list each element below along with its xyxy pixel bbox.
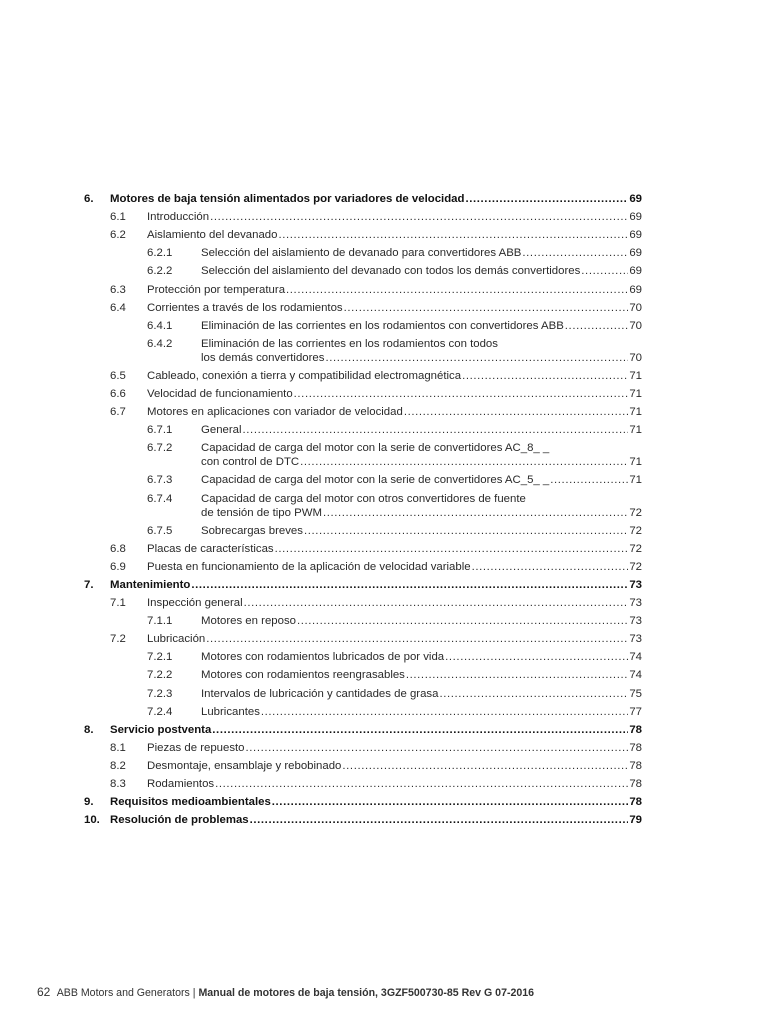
toc-entry-page: 71 bbox=[629, 456, 642, 469]
toc-entry-title: Motores con rodamientos lubricados de por vida bbox=[201, 651, 445, 664]
toc-entry-page: 78 bbox=[629, 723, 642, 736]
dot-leader bbox=[275, 542, 629, 557]
toc-entry-number: 9. bbox=[84, 796, 94, 809]
dot-leader bbox=[215, 777, 628, 792]
dot-leader bbox=[404, 405, 629, 420]
toc-entry-number: 6.1 bbox=[110, 211, 126, 224]
toc-entry-page: 72 bbox=[629, 560, 642, 573]
toc-entry-number: 6.7.1 bbox=[147, 424, 173, 437]
toc-entry-number: 7. bbox=[84, 578, 94, 591]
toc-entry-number: 6.2.2 bbox=[147, 265, 173, 278]
toc-entry-number: 7.2.1 bbox=[147, 651, 173, 664]
toc-entry-page: 70 bbox=[629, 351, 642, 364]
toc-entry-number: 6.4.2 bbox=[147, 337, 173, 350]
dot-leader bbox=[272, 795, 629, 810]
toc-entry-number: 7.2 bbox=[110, 633, 126, 646]
toc-entry-page: 71 bbox=[629, 474, 642, 487]
dot-leader bbox=[297, 614, 628, 629]
toc-entry-title: Selección del aislamiento del devanado con todos los demás convertidores bbox=[201, 265, 581, 278]
toc-entry-page: 72 bbox=[629, 506, 642, 519]
toc-entry-title: Servicio postventa bbox=[110, 723, 212, 736]
toc-entry-title-continuation: con control de DTC bbox=[201, 456, 300, 469]
toc-entry-page: 78 bbox=[629, 778, 642, 790]
toc-entry-page: 75 bbox=[629, 687, 642, 700]
toc-entry-title-continuation: los demás convertidores bbox=[201, 351, 325, 364]
toc-entry-title: Motores en reposo bbox=[201, 615, 296, 628]
toc-entry-title: Mantenimiento bbox=[110, 578, 191, 591]
toc-entry-page: 74 bbox=[629, 651, 642, 664]
toc-entry-title: Protección por temperatura bbox=[147, 283, 286, 296]
dot-leader bbox=[344, 301, 629, 316]
dot-leader bbox=[439, 687, 628, 702]
dot-leader bbox=[304, 524, 628, 539]
toc-entry-page: 69 bbox=[629, 247, 642, 260]
dot-leader bbox=[278, 228, 628, 243]
toc-entry-title: Intervalos de lubricación y cantidades de grasa bbox=[201, 687, 439, 700]
page-footer bbox=[37, 985, 534, 999]
dot-leader bbox=[191, 578, 628, 593]
dot-leader bbox=[261, 705, 628, 720]
toc-entry-number: 8.1 bbox=[110, 741, 126, 754]
toc-entry-title: Velocidad de funcionamiento bbox=[147, 388, 293, 400]
dot-leader bbox=[246, 741, 629, 756]
toc-entry-number: 7.1.1 bbox=[147, 615, 173, 628]
toc-entry-page: 70 bbox=[629, 301, 642, 314]
toc-entry-title: Sobrecargas breves bbox=[201, 524, 303, 537]
toc-entry-page: 73 bbox=[629, 597, 642, 609]
toc-entry-number: 6. bbox=[84, 193, 94, 205]
toc-entry-number: 6.6 bbox=[110, 388, 126, 400]
toc-entry-number: 7.2.2 bbox=[147, 669, 173, 682]
toc-entry-title: Placas de características bbox=[147, 542, 274, 555]
dot-leader bbox=[300, 455, 628, 470]
footer-manual-title: Manual de motores de baja tensión, 3GZF500730-85 Rev G 07-2016 bbox=[198, 987, 535, 999]
toc-entry-page: 79 bbox=[629, 814, 642, 827]
toc-entry-title: Eliminación de las corrientes en los rodamientos con convertidores ABB bbox=[201, 319, 564, 332]
toc-entry-number: 8.3 bbox=[110, 778, 126, 790]
dot-leader bbox=[550, 473, 628, 488]
toc-entry-title: Desmontaje, ensamblaje y rebobinado bbox=[147, 759, 342, 772]
toc-entry-title: Aislamiento del devanado bbox=[147, 229, 278, 242]
toc-entry-title: Inspección general bbox=[147, 597, 243, 609]
toc-entry-number: 8.2 bbox=[110, 759, 126, 772]
toc-entry-title: Eliminación de las corrientes en los rodamientos con todos bbox=[201, 337, 498, 350]
footer-company: ABB Motors and Generators | bbox=[56, 987, 196, 999]
toc-entry-title: Capacidad de carga del motor con la serie de convertidores AC_5_ _ bbox=[201, 474, 550, 487]
toc-entry-title-continuation: de tensión de tipo PWM bbox=[201, 506, 322, 519]
toc-entry-page: 69 bbox=[629, 265, 642, 278]
toc-entry-page: 71 bbox=[629, 406, 642, 419]
toc-entry-page: 72 bbox=[629, 542, 642, 555]
toc-entry-page: 73 bbox=[629, 578, 642, 591]
toc-entry-page: 73 bbox=[629, 615, 642, 628]
toc-entry-number: 6.4.1 bbox=[147, 319, 173, 332]
dot-leader bbox=[445, 650, 628, 665]
toc-entry-number: 6.5 bbox=[110, 369, 126, 382]
toc-entry-number: 7.2.3 bbox=[147, 687, 173, 700]
dot-leader bbox=[522, 246, 628, 261]
toc-entry-page: 72 bbox=[629, 524, 642, 537]
toc-entry-number: 6.7.2 bbox=[147, 442, 173, 455]
dot-leader bbox=[462, 369, 628, 384]
dot-leader bbox=[294, 387, 629, 402]
toc-entry-title: Selección del aislamiento de devanado para convertidores ABB bbox=[201, 247, 522, 260]
toc-entry-title: Motores en aplicaciones con variador de velocidad bbox=[147, 406, 403, 419]
toc-entry-title: Requisitos medioambientales bbox=[110, 796, 271, 809]
dot-leader bbox=[465, 192, 628, 207]
toc-entry-title: General bbox=[201, 424, 242, 437]
toc-entry-page: 78 bbox=[629, 759, 642, 772]
dot-leader bbox=[472, 560, 629, 575]
toc-entry-page: 69 bbox=[629, 283, 642, 296]
toc-entry-page: 77 bbox=[629, 705, 642, 718]
dot-leader bbox=[406, 668, 628, 683]
toc-entry-title: Lubricantes bbox=[201, 705, 260, 718]
toc-entry-title: Resolución de problemas bbox=[110, 814, 249, 827]
dot-leader bbox=[243, 423, 629, 438]
dot-leader bbox=[250, 813, 629, 828]
toc-entry-page: 71 bbox=[629, 369, 642, 382]
dot-leader bbox=[244, 596, 629, 611]
toc-entry-number: 6.7 bbox=[110, 406, 126, 419]
toc-entry-page: 70 bbox=[629, 319, 642, 332]
toc-entry-title: Capacidad de carga del motor con otros convertidores de fuente bbox=[201, 492, 526, 505]
toc-entry-number: 6.2.1 bbox=[147, 247, 173, 260]
toc-entry-page: 69 bbox=[629, 229, 642, 242]
dot-leader bbox=[286, 283, 628, 298]
toc-entry-title: Rodamientos bbox=[147, 778, 215, 790]
dot-leader bbox=[210, 210, 628, 225]
toc-entry-title: Motores de baja tensión alimentados por variadores de velocidad bbox=[110, 193, 465, 205]
toc-entry-number: 8. bbox=[84, 723, 94, 736]
toc-entry-page: 69 bbox=[629, 193, 642, 205]
toc-entry-number: 6.4 bbox=[110, 301, 126, 314]
toc-entry-title: Cableado, conexión a tierra y compatibilidad electromagnética bbox=[147, 369, 462, 382]
toc-entry-title: Introducción bbox=[147, 211, 210, 224]
dot-leader bbox=[323, 506, 628, 521]
toc-entry-title: Piezas de repuesto bbox=[147, 741, 245, 754]
toc-entry-page: 78 bbox=[629, 796, 642, 809]
dot-leader bbox=[325, 351, 628, 366]
toc-entry-page: 78 bbox=[629, 741, 642, 754]
dot-leader bbox=[206, 632, 628, 647]
toc-entry-page: 71 bbox=[629, 424, 642, 437]
toc-entry-title: Lubricación bbox=[147, 633, 206, 646]
toc-entry-page: 73 bbox=[629, 633, 642, 646]
dot-leader bbox=[581, 264, 628, 279]
toc-entry-number: 6.7.3 bbox=[147, 474, 173, 487]
toc-entry-page: 69 bbox=[629, 211, 642, 224]
toc-entry-title: Motores con rodamientos reengrasables bbox=[201, 669, 405, 682]
dot-leader bbox=[212, 723, 628, 738]
page-number: 62 bbox=[37, 985, 51, 999]
toc-entry-number: 6.7.4 bbox=[147, 492, 173, 505]
toc-entry-page: 71 bbox=[629, 388, 642, 400]
toc-entry-number: 7.2.4 bbox=[147, 705, 173, 718]
toc-entry-number: 6.2 bbox=[110, 229, 126, 242]
toc-entry-number: 6.9 bbox=[110, 560, 126, 573]
toc-entry-title: Corrientes a través de los rodamientos bbox=[147, 301, 343, 314]
toc-entry-number: 6.3 bbox=[110, 283, 126, 296]
toc-entry-page: 74 bbox=[629, 669, 642, 682]
toc-entry-number: 6.7.5 bbox=[147, 524, 173, 537]
dot-leader bbox=[565, 319, 629, 334]
toc-entry-title: Capacidad de carga del motor con la serie de convertidores AC_8_ _ bbox=[201, 442, 550, 455]
toc-entry-number: 6.8 bbox=[110, 542, 126, 555]
toc-entry-number: 7.1 bbox=[110, 597, 126, 609]
toc-entry-number: 10. bbox=[84, 814, 100, 827]
dot-leader bbox=[342, 759, 628, 774]
toc-entry-title: Puesta en funcionamiento de la aplicación de velocidad variable bbox=[147, 560, 471, 573]
